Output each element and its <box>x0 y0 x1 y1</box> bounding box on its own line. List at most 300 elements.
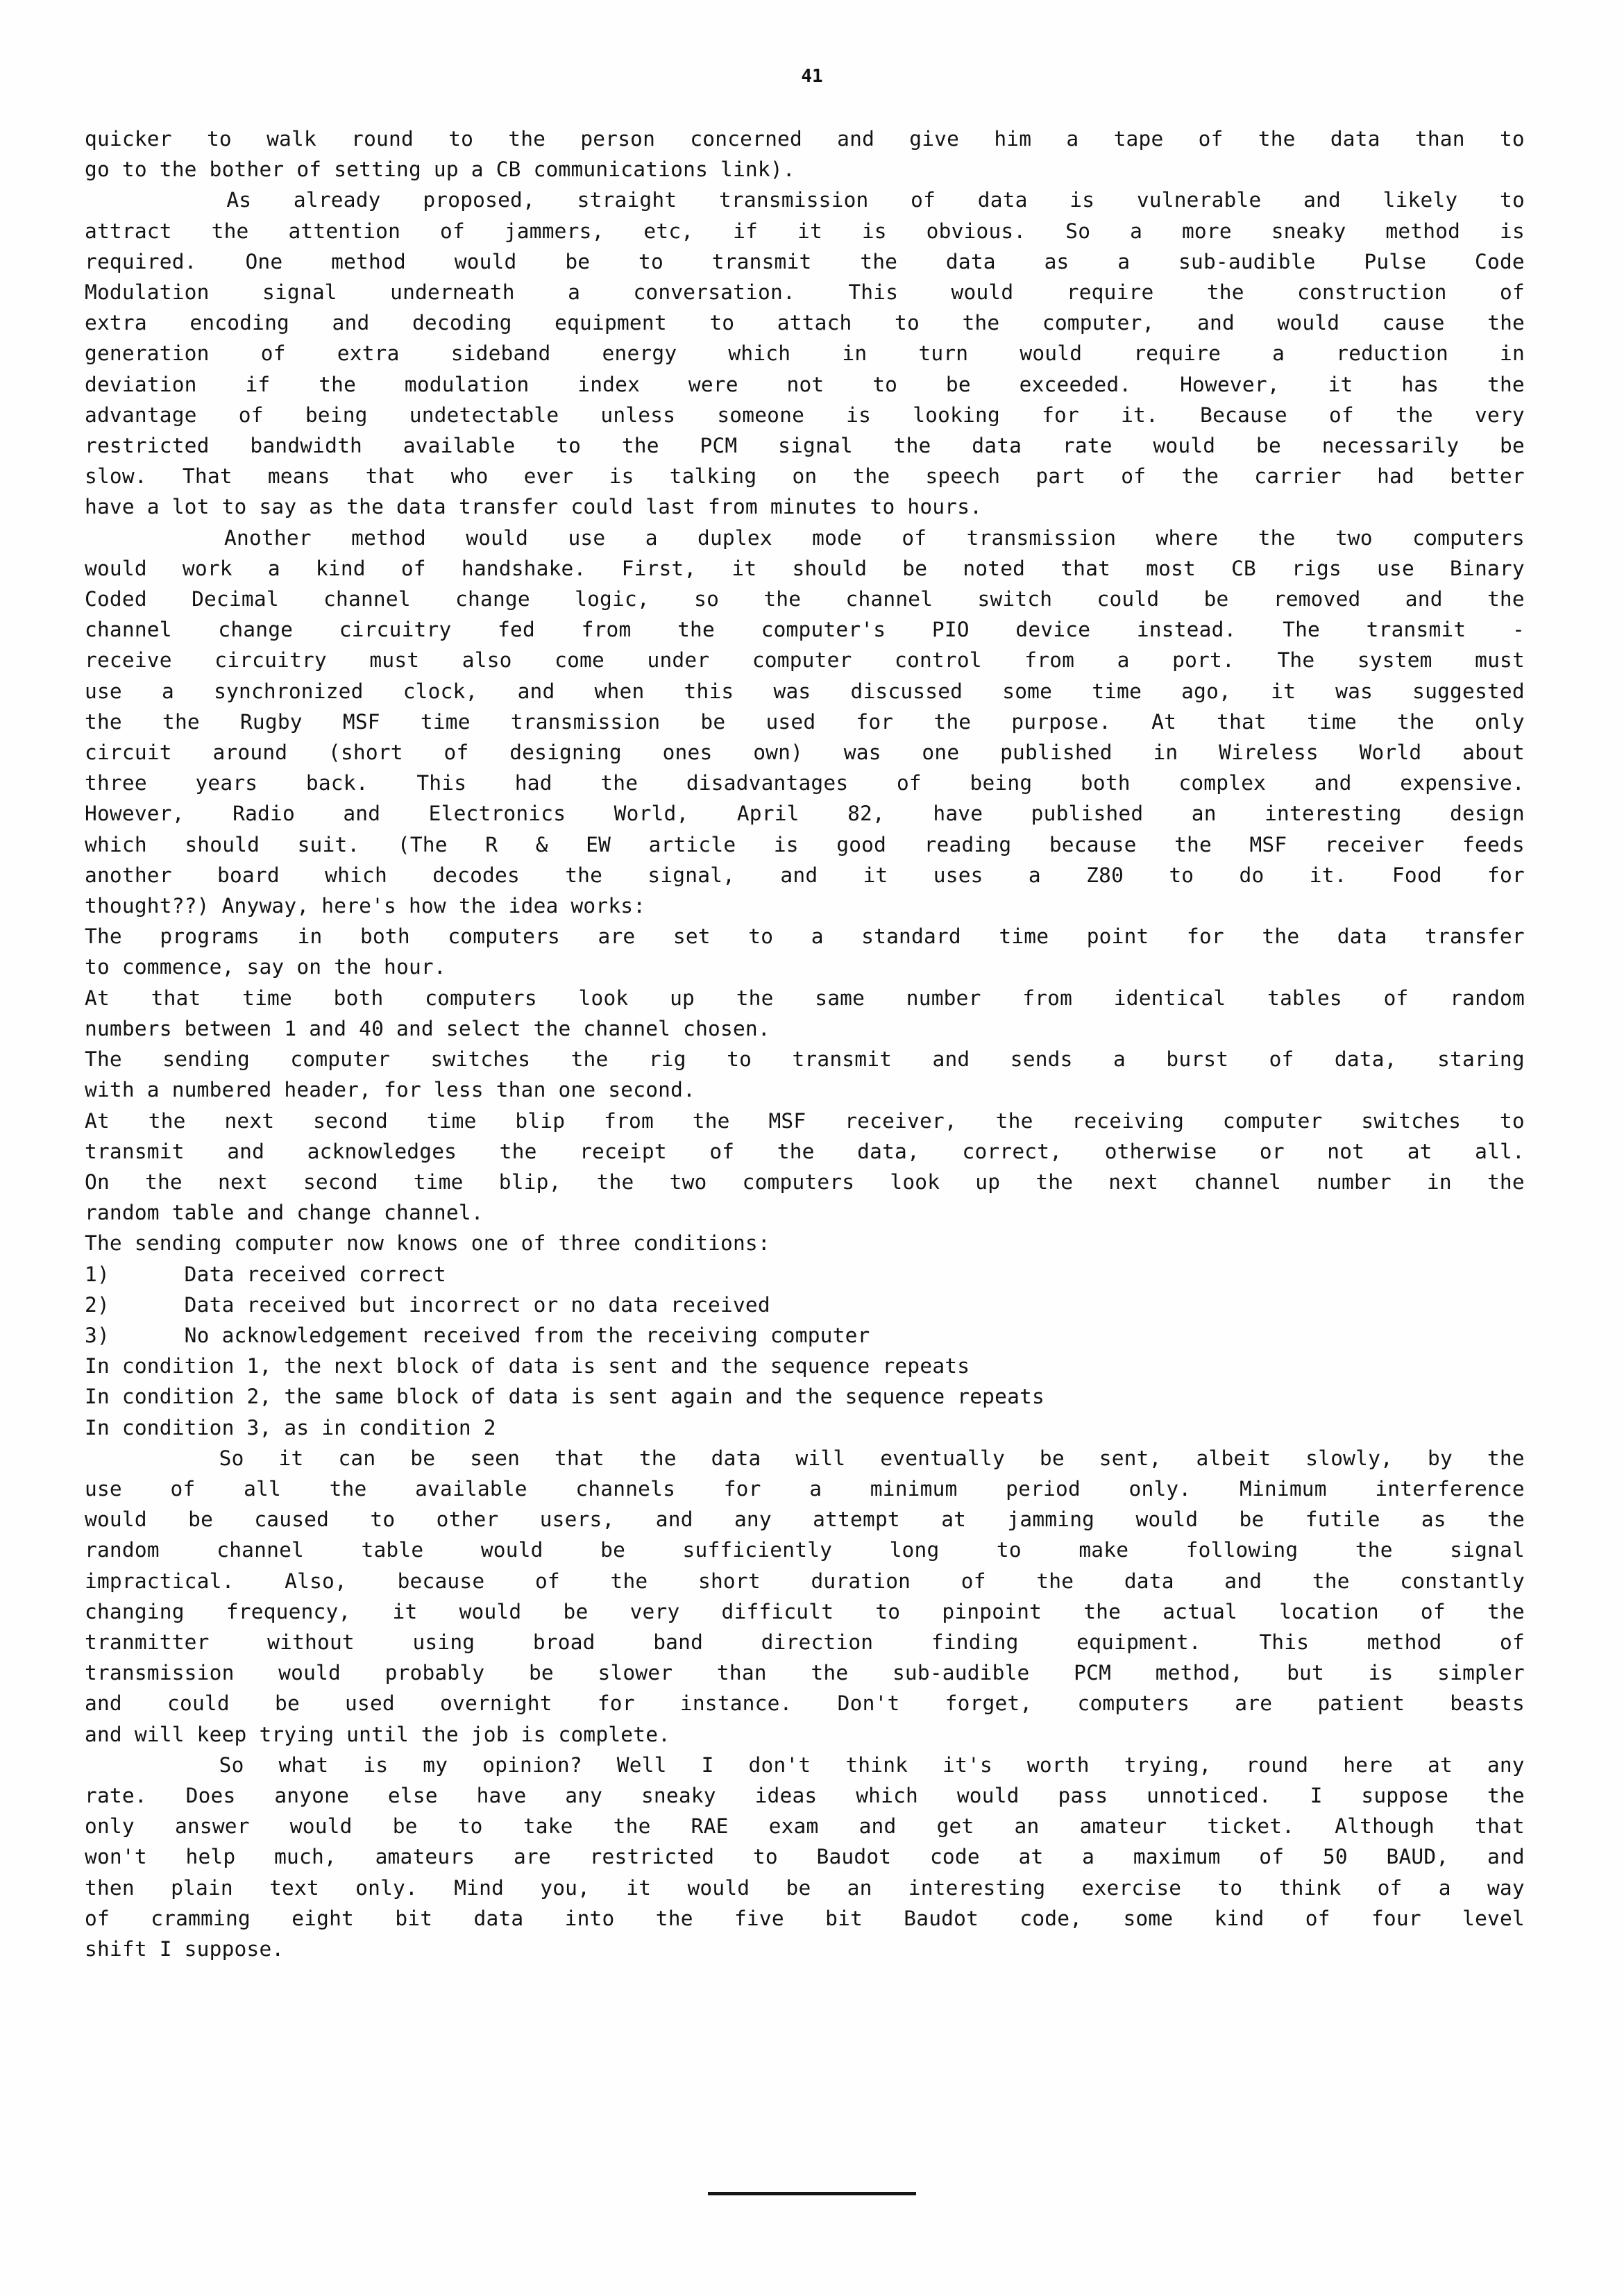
word: the <box>600 771 638 795</box>
word: use <box>568 525 606 550</box>
text-line <box>85 461 1525 491</box>
word: which <box>856 1783 919 1807</box>
word: available <box>403 434 516 458</box>
word: equipment. <box>1076 1630 1201 1654</box>
word: advantage <box>85 403 197 427</box>
word: the <box>1487 1170 1525 1194</box>
word: also <box>462 648 512 673</box>
word: be <box>945 372 971 396</box>
word: be <box>700 709 726 734</box>
word: design <box>1450 802 1525 826</box>
word: circuitry <box>339 618 452 642</box>
word: channel <box>845 587 933 611</box>
word: control <box>895 648 982 673</box>
word: to <box>872 372 898 396</box>
word: cramming <box>151 1906 251 1930</box>
word: Also, <box>285 1569 347 1593</box>
word: Radio <box>232 802 295 826</box>
word: handshake. <box>461 556 586 580</box>
word: table <box>361 1538 424 1562</box>
word: slower <box>598 1661 673 1685</box>
word: signal <box>1450 1538 1525 1562</box>
word: This <box>1259 1630 1310 1654</box>
word: random <box>1450 986 1525 1010</box>
word: blip <box>515 1108 566 1133</box>
word: only <box>85 1814 135 1839</box>
word: be <box>188 1508 214 1532</box>
word: to <box>1499 1108 1525 1133</box>
word: data <box>945 249 996 273</box>
word: generation <box>85 341 210 366</box>
word: to <box>370 1508 396 1532</box>
text-line <box>85 400 1525 430</box>
word: be <box>392 1814 418 1839</box>
word: an <box>847 1875 872 1900</box>
word: (short <box>328 741 403 765</box>
word: time <box>420 709 471 734</box>
word: take <box>523 1814 573 1839</box>
word: receiving <box>1072 1108 1185 1133</box>
word: The <box>85 1047 122 1072</box>
word: be <box>600 1538 626 1562</box>
word: finding <box>931 1630 1019 1654</box>
word: point <box>1086 925 1149 949</box>
word: a <box>811 925 824 949</box>
word: computer <box>290 1047 391 1072</box>
word: transmit <box>792 1047 893 1072</box>
word: is <box>1500 219 1525 243</box>
word: won't <box>85 1845 147 1869</box>
word: of <box>1305 1906 1330 1930</box>
word: MSF <box>768 1108 806 1133</box>
word: ever <box>523 464 574 489</box>
word: underneath <box>390 280 515 305</box>
word: which <box>728 341 791 366</box>
text-line <box>85 921 1525 952</box>
word: board <box>217 863 280 887</box>
text-line <box>85 584 1525 614</box>
word: number <box>1317 1170 1392 1194</box>
word: set <box>673 925 711 949</box>
word: logic, <box>575 587 650 611</box>
word: April <box>736 802 800 826</box>
word: unnoticed. <box>1147 1783 1271 1807</box>
word: Wireless <box>1219 741 1319 765</box>
word: minimum <box>870 1476 958 1501</box>
word: programs <box>160 925 260 949</box>
word: most <box>1146 556 1196 580</box>
word: As <box>226 188 252 212</box>
word: time <box>413 1170 464 1194</box>
word: it. <box>1309 863 1347 887</box>
word: the <box>508 127 546 151</box>
word: circuit <box>85 741 172 765</box>
word: back. <box>305 771 369 795</box>
word: all. <box>1475 1139 1525 1163</box>
text-line <box>85 1136 1525 1167</box>
word: & <box>535 832 548 856</box>
word: restricted <box>85 434 210 458</box>
word: overnight <box>440 1691 552 1716</box>
word: attach <box>777 311 852 335</box>
word: make <box>1079 1538 1129 1562</box>
word: was <box>773 679 811 703</box>
word: a <box>1113 1047 1126 1072</box>
word: required. <box>85 249 197 273</box>
word: clock, <box>403 679 478 703</box>
text-line <box>85 1044 1525 1074</box>
text-line: In condition 2, the same block of data is sent again and the sequence repeats <box>85 1385 1044 1409</box>
word: That <box>182 464 232 489</box>
word: a <box>1438 1875 1451 1900</box>
word: it <box>278 1446 304 1470</box>
word: a <box>1066 127 1079 151</box>
word: CB <box>1231 556 1257 580</box>
word: and <box>1197 311 1235 335</box>
word: who <box>450 464 489 489</box>
word: data <box>473 1906 524 1930</box>
word: is <box>846 403 872 427</box>
word: method, <box>1155 1661 1243 1685</box>
word: the <box>499 1139 537 1163</box>
word: the <box>692 1108 730 1133</box>
word: him <box>994 127 1032 151</box>
word: signal, <box>648 863 736 887</box>
word: would <box>85 556 147 580</box>
word: the <box>85 709 122 734</box>
word: PCM <box>700 434 738 458</box>
word: published <box>1031 802 1144 826</box>
word: ones <box>662 741 713 765</box>
word: bandwidth <box>250 434 363 458</box>
word: obvious. <box>926 219 1026 243</box>
word: the <box>610 1569 648 1593</box>
word: are <box>513 1845 551 1869</box>
word: time <box>1307 709 1357 734</box>
word: that <box>1060 556 1111 580</box>
word: should <box>185 832 260 856</box>
word: what <box>278 1753 329 1777</box>
word: change <box>218 618 294 642</box>
word: time <box>1092 679 1142 703</box>
word: receipt <box>580 1139 667 1163</box>
word: sending <box>162 1047 251 1072</box>
word: is <box>773 832 799 856</box>
text-line <box>85 768 1525 798</box>
word: in <box>1153 741 1178 765</box>
word: were <box>688 372 738 396</box>
word: tape <box>1113 127 1164 151</box>
word: code, <box>1020 1906 1083 1930</box>
word: of <box>440 219 465 243</box>
word: Does <box>185 1783 236 1807</box>
word: instead. <box>1136 618 1237 642</box>
word: albeit <box>1196 1446 1271 1470</box>
word: that <box>151 986 201 1010</box>
word: not <box>1327 1139 1365 1163</box>
word: from <box>1022 986 1073 1010</box>
word: better <box>1450 464 1525 489</box>
word: that <box>365 464 416 489</box>
word: text <box>269 1875 319 1900</box>
word: to <box>1169 863 1194 887</box>
word: interesting <box>1264 802 1402 826</box>
word: Minimum <box>1239 1476 1327 1501</box>
word: the <box>1487 372 1525 396</box>
line-indent <box>85 185 185 215</box>
word: However, <box>85 802 185 826</box>
word: and <box>780 863 818 887</box>
word: World, <box>614 802 689 826</box>
word: speech <box>925 464 1001 489</box>
word: interesting <box>908 1875 1046 1900</box>
word: round <box>351 127 414 151</box>
word: another <box>85 863 172 887</box>
word: So <box>219 1446 244 1470</box>
text-line <box>85 645 1525 675</box>
word: and <box>332 311 370 335</box>
word: computer's <box>761 618 886 642</box>
word: at <box>941 1508 967 1532</box>
text-line: to commence, say on the hour. <box>85 955 446 979</box>
word: have <box>933 802 983 826</box>
word: At <box>85 1108 110 1133</box>
word: much, <box>274 1845 337 1869</box>
word: don't <box>748 1753 811 1777</box>
word: standard <box>861 925 961 949</box>
word: Electronics <box>428 802 566 826</box>
word: etc, <box>643 219 694 243</box>
word: and <box>1487 1845 1525 1869</box>
word: think <box>845 1753 908 1777</box>
word: concerned <box>690 127 802 151</box>
word: pinpoint <box>942 1599 1042 1623</box>
word: trying, <box>1124 1753 1212 1777</box>
word: However, <box>1180 372 1280 396</box>
text-line <box>85 185 1525 215</box>
text-line <box>85 1535 1525 1565</box>
word: period <box>1006 1476 1081 1501</box>
word: so <box>694 587 720 611</box>
word: attention <box>288 219 401 243</box>
word: article <box>648 832 736 856</box>
word: because <box>397 1569 485 1593</box>
word: World <box>1359 741 1422 765</box>
word: my <box>423 1753 448 1777</box>
word: energy <box>602 341 677 366</box>
word: Coded <box>85 587 147 611</box>
word: transmit <box>85 1139 185 1163</box>
word: talking <box>669 464 757 489</box>
word: The <box>1277 648 1315 673</box>
word: transmission <box>510 709 661 734</box>
word: had <box>1377 464 1414 489</box>
word: of <box>1259 1845 1285 1869</box>
word: to <box>556 434 582 458</box>
word: to <box>748 925 774 949</box>
word: look <box>578 986 629 1010</box>
word: disadvantages <box>686 771 849 795</box>
word: R <box>485 832 498 856</box>
word: method <box>331 249 406 273</box>
text-line <box>85 1504 1525 1535</box>
word: would <box>480 1538 543 1562</box>
word: data <box>1124 1569 1174 1593</box>
word: good <box>836 832 887 856</box>
word: very <box>1475 403 1525 427</box>
word: would <box>85 1508 147 1532</box>
word: rate. <box>85 1783 147 1807</box>
text-line <box>85 246 1525 277</box>
word: turn <box>918 341 969 366</box>
word: as <box>1421 1508 1446 1532</box>
word: was <box>843 741 881 765</box>
word: beasts <box>1450 1691 1525 1716</box>
word: synchronized <box>214 679 364 703</box>
word: both <box>1080 771 1131 795</box>
word: the <box>638 1446 677 1470</box>
word: port. <box>1172 648 1235 673</box>
word: index <box>577 372 641 396</box>
word: channel <box>323 587 411 611</box>
word: to <box>1499 127 1525 151</box>
word: and <box>655 1508 693 1532</box>
word: the <box>1487 1599 1525 1623</box>
word: kind <box>315 556 366 580</box>
word: is <box>609 464 634 489</box>
word: second <box>313 1108 388 1133</box>
text-line <box>85 307 1525 338</box>
word: a <box>568 280 581 305</box>
word: if <box>245 372 271 396</box>
word: jamming <box>1007 1508 1095 1532</box>
word: that <box>555 1446 604 1470</box>
word: decodes <box>432 863 520 887</box>
word: the <box>148 1108 186 1133</box>
text-line: In condition 1, the next block of data is sent and the sequence repeats <box>85 1354 970 1378</box>
word: computers <box>1077 1691 1190 1716</box>
word: is <box>1368 1661 1394 1685</box>
word: be <box>902 556 928 580</box>
word: the <box>933 709 972 734</box>
word: One <box>245 249 283 273</box>
word: from <box>1024 648 1075 673</box>
word: (The <box>397 832 448 856</box>
text-line <box>85 1688 1525 1719</box>
word: without <box>267 1630 355 1654</box>
word: level <box>1462 1906 1525 1930</box>
word: of <box>902 525 927 550</box>
word: would <box>951 280 1014 305</box>
word: the <box>1206 280 1244 305</box>
word: the <box>736 986 774 1010</box>
word: for <box>597 1691 635 1716</box>
word: attract <box>85 219 172 243</box>
word: the <box>570 1047 609 1072</box>
text-line: The sending computer now knows one of three conditions: <box>85 1231 770 1256</box>
word: under <box>647 648 710 673</box>
text-line: with a numbered header, for less than one second. <box>85 1078 696 1102</box>
word: I <box>701 1753 714 1777</box>
text-line <box>85 983 1525 1013</box>
text-line <box>85 707 1525 737</box>
word: and <box>837 127 875 151</box>
word: short <box>698 1569 761 1593</box>
word: noted <box>963 556 1026 580</box>
word: transfer <box>1425 925 1525 949</box>
word: which <box>325 863 387 887</box>
text-line <box>85 1474 1525 1504</box>
word: would <box>289 1814 353 1839</box>
word: PIO <box>931 618 970 642</box>
word: ideas <box>754 1783 818 1807</box>
word: Z80 <box>1086 863 1124 887</box>
word: would <box>466 525 529 550</box>
word: Well <box>616 1753 667 1777</box>
text-line <box>85 1841 1525 1872</box>
word: cause <box>1382 311 1445 335</box>
word: 82, <box>847 802 885 826</box>
text-line: 3) No acknowledgement received from the receiving computer <box>85 1323 870 1347</box>
word: be <box>1239 1508 1264 1532</box>
word: seen <box>470 1446 521 1470</box>
word: one <box>922 741 960 765</box>
text-line <box>85 553 1525 584</box>
text-line: 1) Data received correct <box>85 1262 446 1286</box>
word: be <box>1256 434 1281 458</box>
word: had <box>514 771 552 795</box>
word: ticket. <box>1207 1814 1295 1839</box>
word: switch <box>977 587 1053 611</box>
word: up <box>670 986 695 1010</box>
word: round <box>1246 1753 1309 1777</box>
text-line <box>85 523 1525 553</box>
word: users, <box>539 1508 615 1532</box>
word: someone <box>717 403 805 427</box>
word: for <box>723 1476 761 1501</box>
word: will <box>795 1446 846 1470</box>
word: at <box>1407 1139 1432 1163</box>
word: give <box>909 127 960 151</box>
word: the <box>962 311 1000 335</box>
word: computer <box>752 648 852 673</box>
word: method <box>1367 1630 1442 1654</box>
word: sends <box>1010 1047 1073 1072</box>
word: band <box>653 1630 704 1654</box>
word: jammers, <box>504 219 604 243</box>
word: the <box>677 618 715 642</box>
word: must <box>1475 648 1525 673</box>
word: instance. <box>679 1691 793 1716</box>
word: the <box>852 464 890 489</box>
word: equipment <box>555 311 667 335</box>
word: that <box>1475 1814 1525 1839</box>
word: to <box>996 1538 1022 1562</box>
word: would <box>1020 341 1083 366</box>
word: and <box>85 1691 122 1716</box>
word: the <box>621 434 659 458</box>
text-line: go to the bother of setting up a CB communications link). <box>85 158 795 182</box>
word: method <box>351 525 426 550</box>
word: transmit <box>711 249 812 273</box>
word: the <box>1355 1538 1393 1562</box>
word: in <box>1500 341 1525 366</box>
word: be <box>410 1446 436 1470</box>
word: at <box>1428 1753 1453 1777</box>
word: the <box>763 587 802 611</box>
word: walk <box>267 127 316 151</box>
word: a <box>1117 249 1131 273</box>
